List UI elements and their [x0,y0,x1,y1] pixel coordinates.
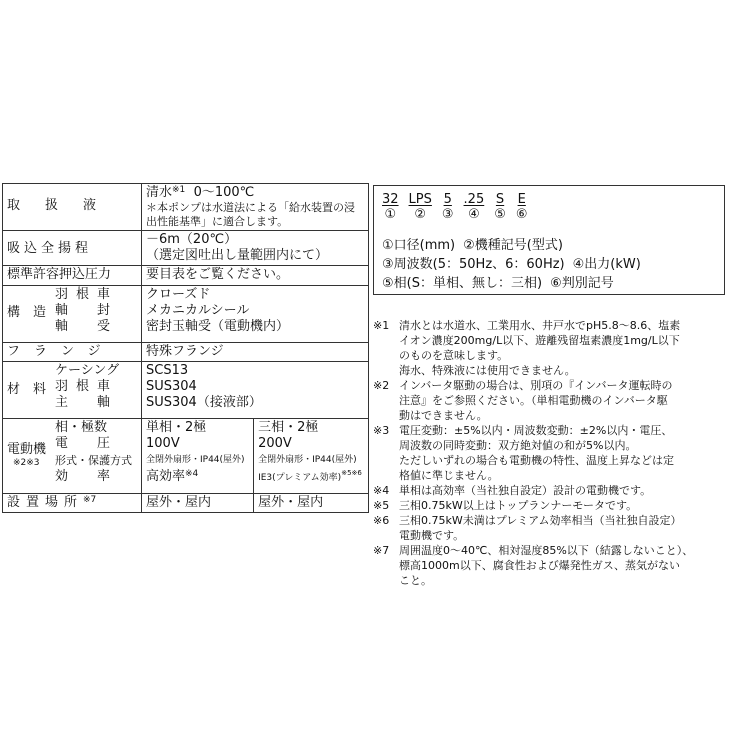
model-code-number: ③ [441,207,454,222]
footnote-line: 三相0.75kW以上はトップランナーモータです。 [399,499,638,512]
footnote-line: 電圧変動：±5%以内・周波数変動：±2%以内・電圧、 [399,424,673,437]
model-code-number: ⑤ [494,207,506,222]
legend-item: ④出力(kW) [572,257,641,272]
model-code-number: ② [414,207,427,222]
liquid-range: 0～100℃ [193,185,255,200]
material-group-label: 材 料 [7,381,47,397]
model-code-part [516,192,528,222]
legend-item: ③周波数(5：50Hz、6：60Hz) [382,257,565,272]
footnote-line: 注意』をご参照ください。（単相電動機のインバータ駆 [399,394,668,407]
legend-item: ⑤相(S：単相、無し：三相) [382,276,543,291]
footnote-7 [373,543,725,588]
location-label: 設置場所 [7,494,84,510]
footnote-mark: ※4 [373,484,390,497]
spec-row-material [3,361,369,418]
footnote-6 [373,513,725,543]
structure-value-0: クローズド [146,286,211,302]
motor-single-phase [142,418,254,493]
footnote-line: 周波数の同時変動：双方絶対値の和が5%以内。 [399,439,637,452]
model-code-number: ⑥ [515,207,528,222]
footnote-mark: ※7 [373,544,390,557]
spec-label-location [3,493,142,512]
footnote-5 [373,498,725,513]
legend-item: ①口径(mm) [382,238,456,253]
structure-value-1: メカニカルシール [146,302,250,318]
footnote-1 [373,318,725,378]
liquid-note-line1: ＊本ポンプは水道法による「給水装置の浸 [146,201,355,215]
model-code-legend [382,236,649,293]
footnotes [373,318,725,588]
footnote-2 [373,378,725,423]
motor-three-1: 200V [258,436,292,451]
model-code-value: S [495,192,505,207]
material-label-1: 羽根車 [55,379,119,394]
location-three-phase: 屋外・屋内 [254,493,369,512]
model-code-part [382,192,399,222]
location-single-phase: 屋外・屋内 [142,493,254,512]
structure-label-0: 羽根車 [55,286,119,302]
spec-label-suction: 吸込全揚程 [3,230,142,266]
footnote-line: ただしいずれの場合も電動機の特性、温度上昇などは定 [399,454,674,467]
footnote-line: イオン濃度200mg/L以下、遊離残留塩素濃度1mg/L以下 [399,334,680,347]
footnote-line: のものを意味します。 [399,349,509,362]
spec-value-pressure: 要目表をご覧ください。 [142,266,369,285]
footnote-line: こと。 [399,574,432,587]
motor-label-1: 電 圧 [55,436,119,451]
footnote-line: 格値に準じません。 [399,469,499,482]
structure-label-2: 軸 受 [55,319,119,334]
footnote-line: 清水とは水道水、工業用水、井戸水でpH5.8～8.6、塩素 [399,319,681,332]
legend-item: ⑥判別記号 [550,276,614,291]
model-code-value: 5 [443,192,452,207]
footnote-line: 三相0.75kW未満はプレミアム効率相当（当社独自設定） [399,514,682,527]
motor-three-phase [254,418,369,493]
material-label-0: ケーシング [55,362,120,378]
model-code-part [409,192,432,222]
structure-group-label: 構 造 [7,305,47,321]
legend-item: ②機種記号(型式) [463,238,563,253]
footnote-line: インバータ駆動の場合は、別項の『インバータ運転時の [399,379,673,392]
footnote-3 [373,423,725,483]
motor-three-efficiency-note: ※5※6 [341,469,362,478]
model-code-value: E [517,192,526,207]
spec-label-material [3,361,142,418]
footnote-mark: ※5 [373,499,390,512]
motor-single-0: 単相・2極 [146,419,207,435]
liquid-value: 清水 [146,185,173,200]
spec-row-liquid [3,184,369,231]
structure-value-2: 密封玉軸受（電動機内） [146,319,290,334]
motor-single-efficiency-note: ※4 [185,469,199,480]
liquid-note-line2: 出性能基準」に適合します。 [146,215,289,228]
structure-label-1: 軸 封 [55,302,119,318]
spec-label-motor [3,418,142,493]
spec-label-liquid: 取 扱 液 [3,184,142,231]
footnote-line: 標高1000m以下、腐食性および爆発性ガス、蒸気がない [399,559,681,572]
model-code-box [373,185,725,295]
footnote-line: 単相は高効率（当社独自設定）設計の電動機です。 [399,484,652,497]
motor-single-1: 100V [146,436,180,451]
motor-single-2: 全閉外扇形・IP44(屋外) [146,455,245,466]
spec-row-motor [3,418,369,493]
footnote-line: 電動機です。 [399,529,465,542]
motor-three-0: 三相・2極 [258,419,319,435]
footnote-line: 海水、特殊液には使用できません。 [399,364,576,377]
model-code-part [442,192,454,222]
spec-label-flange: フランジ [3,342,142,361]
spec-label-pressure: 標準許容押込圧力 [3,266,142,285]
footnote-mark: ※1 [373,319,390,332]
legend-line [382,274,649,293]
spec-value-suction [142,230,369,266]
model-code-part [464,192,485,222]
footnote-line: 周囲温度0～40℃、相対湿度85%以下（結露しないこと）、 [399,544,694,557]
material-value-1: SUS304 [146,379,197,394]
suction-line1: －6m（20℃） [146,231,238,247]
model-code-part [494,192,506,222]
material-label-2: 主 軸 [55,395,119,411]
model-code-row [382,192,538,222]
material-value-0: SCS13 [146,362,189,378]
legend-line [382,236,649,255]
material-value-2: SUS304（接液部） [146,395,262,411]
model-code-number: ④ [468,207,480,222]
motor-label-0: 相・極数 [55,419,108,435]
footnote-mark: ※2 [373,379,390,392]
suction-line2: （選定図吐出し量範囲内にて） [146,248,329,263]
spec-row-location [3,493,369,512]
model-code-value: .25 [463,192,485,207]
motor-three-3: IE3(プレミアム効率) [258,473,342,484]
spec-row-suction [3,230,369,266]
spec-row-pressure [3,266,369,285]
spec-value-liquid [142,184,369,231]
footnote-mark: ※3 [373,424,390,437]
spec-table [2,183,369,513]
motor-single-3: 高効率 [146,469,186,485]
spec-value-flange: 特殊フランジ [142,342,369,361]
motor-three-2: 全閉外扇形・IP44(屋外) [258,455,357,466]
footnote-4 [373,483,725,498]
legend-line [382,255,649,274]
spec-value-material [142,361,369,418]
spec-row-structure [3,285,369,342]
spec-label-structure [3,285,142,342]
liquid-note-ref: ※1 [172,185,186,195]
footnote-line: 動はできません。 [399,409,488,422]
spec-row-flange [3,342,369,361]
spec-value-structure [142,285,369,342]
motor-group-note: ※2※3 [13,458,40,469]
location-note-ref: ※7 [83,494,97,505]
model-code-value: 32 [382,192,399,207]
model-code-value: LPS [408,192,432,207]
motor-group-label: 電動機 [7,442,47,457]
model-code-number: ① [384,207,397,222]
footnote-mark: ※6 [373,514,390,527]
motor-label-2: 形式・保護方式 [55,454,132,468]
motor-label-3: 効 率 [55,469,119,485]
